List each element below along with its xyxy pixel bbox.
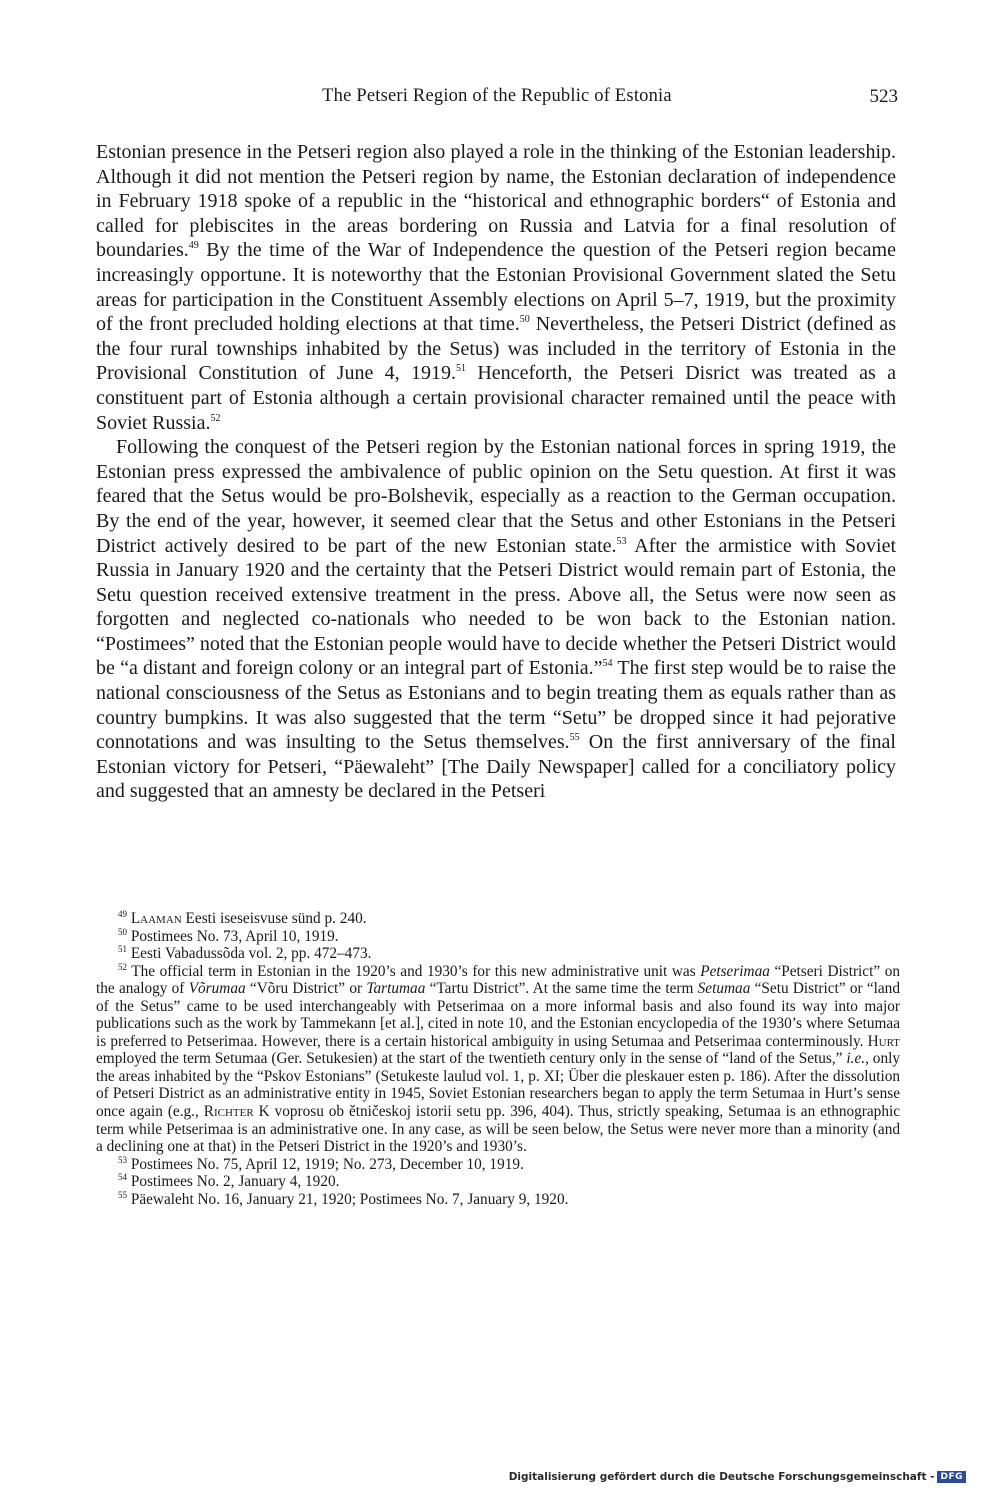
paragraph-text: Nevertheless, the Petseri District (defined as the four rural townships inhabited by the Setus) was included in the territory of Estonia in the Provisional Constitution of June 4, 1919. [96,313,896,385]
main-text [96,140,896,804]
footnote-text: “Tartu District”. At the same time the term [425,980,698,998]
footnote-number: 49 [118,909,127,919]
footnote-text: The official term in Estonian in the 1920’s and 1930’s for this new administrative unit was [131,962,701,980]
footnote-ref: 54 [602,658,613,670]
footnote-53 [96,1156,900,1174]
footnote-number: 50 [118,926,127,937]
digitization-credit [509,1471,966,1483]
page-number: 523 [869,86,898,107]
footnote-ref: 49 [188,240,199,252]
footnote-number: 53 [118,1154,127,1165]
footnote-text: Päewaleht No. 16, January 21, 1920; Postimees No. 7, January 9, 1920. [130,1190,569,1208]
footnote-55 [96,1191,900,1209]
footnote-text: , only the areas inhabited by the “Pskov Estonians” (Setukeste laulud vol. 1, p. XI; Über die pleskauer esten p. 186). After the dissolution of Petseri District as an administrative entity in 1945, Soviet Estonian researchers began to apply the term Setumaa in Hurt’s sense once again (e.g., [96,1050,901,1121]
paragraph-text: After the armistice with Soviet Russia in January 1920 and the certainty that the Petseri District would remain part of Estonia, the Setu question received extensive treatment in the press. Above all, the Setus were now seen as forgotten and neglected co-nationals who needed to be won back to the Estonian nation. “Postimees” noted that the Estonian people would have to decide whether the Petseri District would be “a distant and foreign colony or an integral part of Estonia.” [96,534,896,680]
footnote-ref: 50 [519,314,530,326]
footnote-author: Laaman [130,910,182,927]
footnote-number: 55 [118,1189,127,1200]
paragraph-text: By the time of the War of Independence the question of the Petseri region became increasingly opportune. It is noteworthy that the Estonian Provisional Government slated the Setu areas for participation in the Constituent Assembly elections on April 5–7, 1919, but the proximity of the front precluded holding elections at that time. [96,239,896,336]
running-header [96,86,898,112]
footnote-term: Petserimaa [700,962,770,980]
running-title: The Petseri Region of the Republic of Estonia [322,86,672,106]
footnote-text: Postimees No. 2, January 4, 1920. [130,1173,340,1191]
paragraph-text: Estonian presence in the Petseri region also played a role in the thinking of the Estonian leadership. Although it did not mention the Petseri region by name, the Estonian declaration of independence in February 1918 spoke of a republic in the “historical and ethnographic borders“ of Estonia and called for plebiscites in the areas bordering on Russia and Latvia for a final resolution of boundaries. [96,141,896,262]
footnote-text: K voprosu ob ětničeskoj istorii setu pp. 396, 404). Thus, strictly speaking, Setumaa is an ethnographic term while Petserimaa is an administrative one. In any case, as will be seen below, the Setus were never more than a minority (and a declining one at that) in the Petseri District in the 1920’s and 1930’s. [96,1103,901,1156]
paragraph-text: Following the conquest of the Petseri region by the Estonian national forces in spring 1919, the Estonian press expressed the ambivalence of public opinion on the Setu question. At first it was feared that the Setus would be pro-Bolshevik, especially as a reaction to the German occupation. By the end of the year, however, it seemed clear that the Setus and other Estonians in the Petseri District actively desired to be part of the new Estonian state. [96,436,896,557]
footnote-text: employed the term Setumaa (Ger. Setukesien) at the start of the twentieth century only in the sense of “land of the Setus,” [96,1050,847,1068]
footnote-term: Tartumaa [366,980,426,998]
footnote-number: 51 [118,944,127,955]
footnote-author: Hurt [867,1032,900,1050]
footnote-term: Võrumaa [188,980,246,998]
footnote-author: Richter [203,1103,254,1121]
footnote-text: “Võru District” or [245,980,367,998]
footnote-text: Eesti iseseisvuse sünd p. 240. [181,910,367,927]
footnote-text: “Setu District” or “land of the Setus” came to be used interchangeably with Petserimaa on a more informal basis and also found its way into major publications such as the work by Tammekann [et al.], cited in note 10, and the Estonian encyclopedia of the 1930’s where Setumaa is preferred to Petserimaa. However, there is a certain historical ambiguity in using Setumaa and Petserimaa conterminously. [96,980,900,1050]
footnote-term: Setumaa [697,980,751,998]
paragraph-2 [96,435,896,804]
footnote-text: “Petseri District” on the analogy of [96,962,900,998]
footnote-text: Postimees No. 73, April 10, 1919. [130,927,339,945]
footnote-text: Eesti Vabadussõda vol. 2, pp. 472–473. [130,945,372,963]
footnote-text: Postimees No. 75, April 12, 1919; No. 273, December 10, 1919. [130,1155,524,1173]
footnote-ref: 53 [616,535,627,547]
footnote-number: 54 [118,1172,127,1183]
footnote-ref: 55 [569,732,580,744]
footnote-51 [96,945,900,963]
footnote-52 [96,963,900,1156]
footnote-ref: 51 [456,363,467,375]
dfg-logo: DFG [937,1471,966,1483]
paragraph-text: On the first anniversary of the final Estonian victory for Petseri, “Päewaleht” [The Daily Newspaper] called for a conciliatory policy and suggested that an amnesty be declared in the Petseri [96,731,896,803]
footnote-ref: 52 [210,412,221,424]
footnote-term: i.e. [846,1050,866,1068]
credit-text: Digitalisierung gefördert durch die Deutsche Forschungsgemeinschaft - [508,1471,935,1483]
footnote-number: 52 [118,961,127,972]
paragraph-1 [96,140,896,435]
paragraph-text: Henceforth, the Petseri Disrict was treated as a constituent part of Estonia although a certain provisional character remained until the peace with Soviet Russia. [96,362,897,434]
footnote-50 [96,928,900,946]
footnote-49 [96,910,900,928]
footnote-54 [96,1173,900,1191]
footnotes [96,910,900,1208]
paragraph-text: The first step would be to raise the national consciousness of the Setus as Estonians and to begin treating them as equals rather than as country bumpkins. It was also suggested that the term “Setu” be dropped since it had pejorative connotations and was insulting to the Setus themselves. [96,657,896,754]
